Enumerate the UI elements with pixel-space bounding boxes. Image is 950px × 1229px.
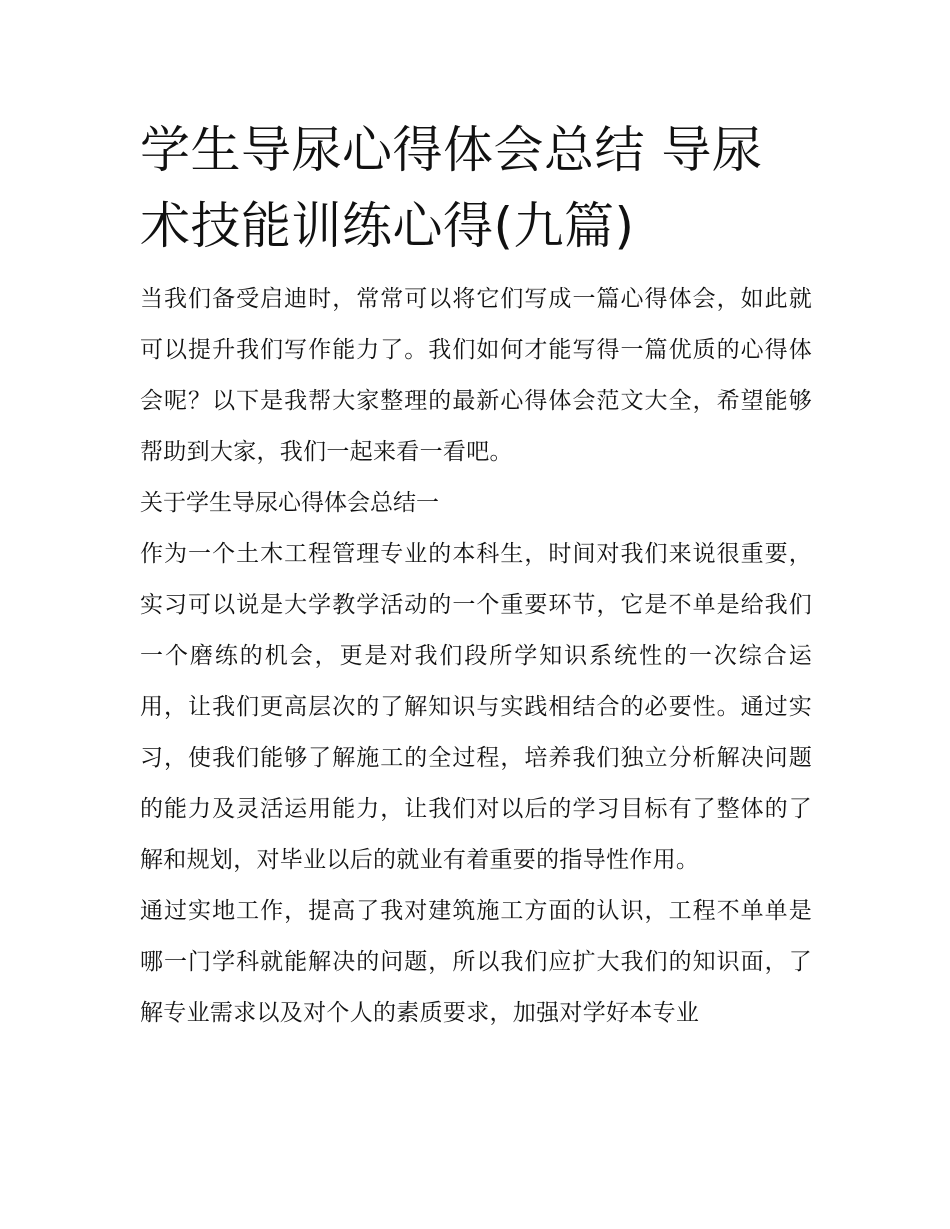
body-paragraph: 作为一个土木工程管理专业的本科生，时间对我们来说很重要，实习可以说是大学教学活动的一个重要环节，它是不单是给我们一个磨练的机会，更是对我们段所学知识系统性的一次综合运用，让我们更高层次的了解知识与实践相结合的必要性。通过实习，使我们能够了解施工的全过程，培养我们独立分析解决问题的能力及灵活运用能力，让我们对以后的学习目标有了整体的了解和规划，对毕业以后的就业有着重要的指导性作用。 bbox=[140, 541, 812, 873]
page-title: 学生导尿心得体会总结 导尿术技能训练心得(九篇) bbox=[140, 121, 763, 255]
section-heading: 关于学生导尿心得体会总结一 bbox=[140, 490, 439, 516]
body-paragraph: 通过实地工作，提高了我对建筑施工方面的认识，工程不单单是哪一门学科就能解决的问题，所以我们应扩大我们的知识面，了解专业需求以及对个人的素质要求，加强对学好本专业 bbox=[140, 898, 812, 1026]
intro-paragraph: 当我们备受启迪时，常常可以将它们写成一篇心得体会，如此就可以提升我们写作能力了。我们如何才能写得一篇优质的心得体会呢？以下是我帮大家整理的最新心得体会范文大全，希望能够帮助到大家，我们一起来看一看吧。 bbox=[140, 286, 812, 465]
document-body bbox=[140, 112, 812, 1039]
